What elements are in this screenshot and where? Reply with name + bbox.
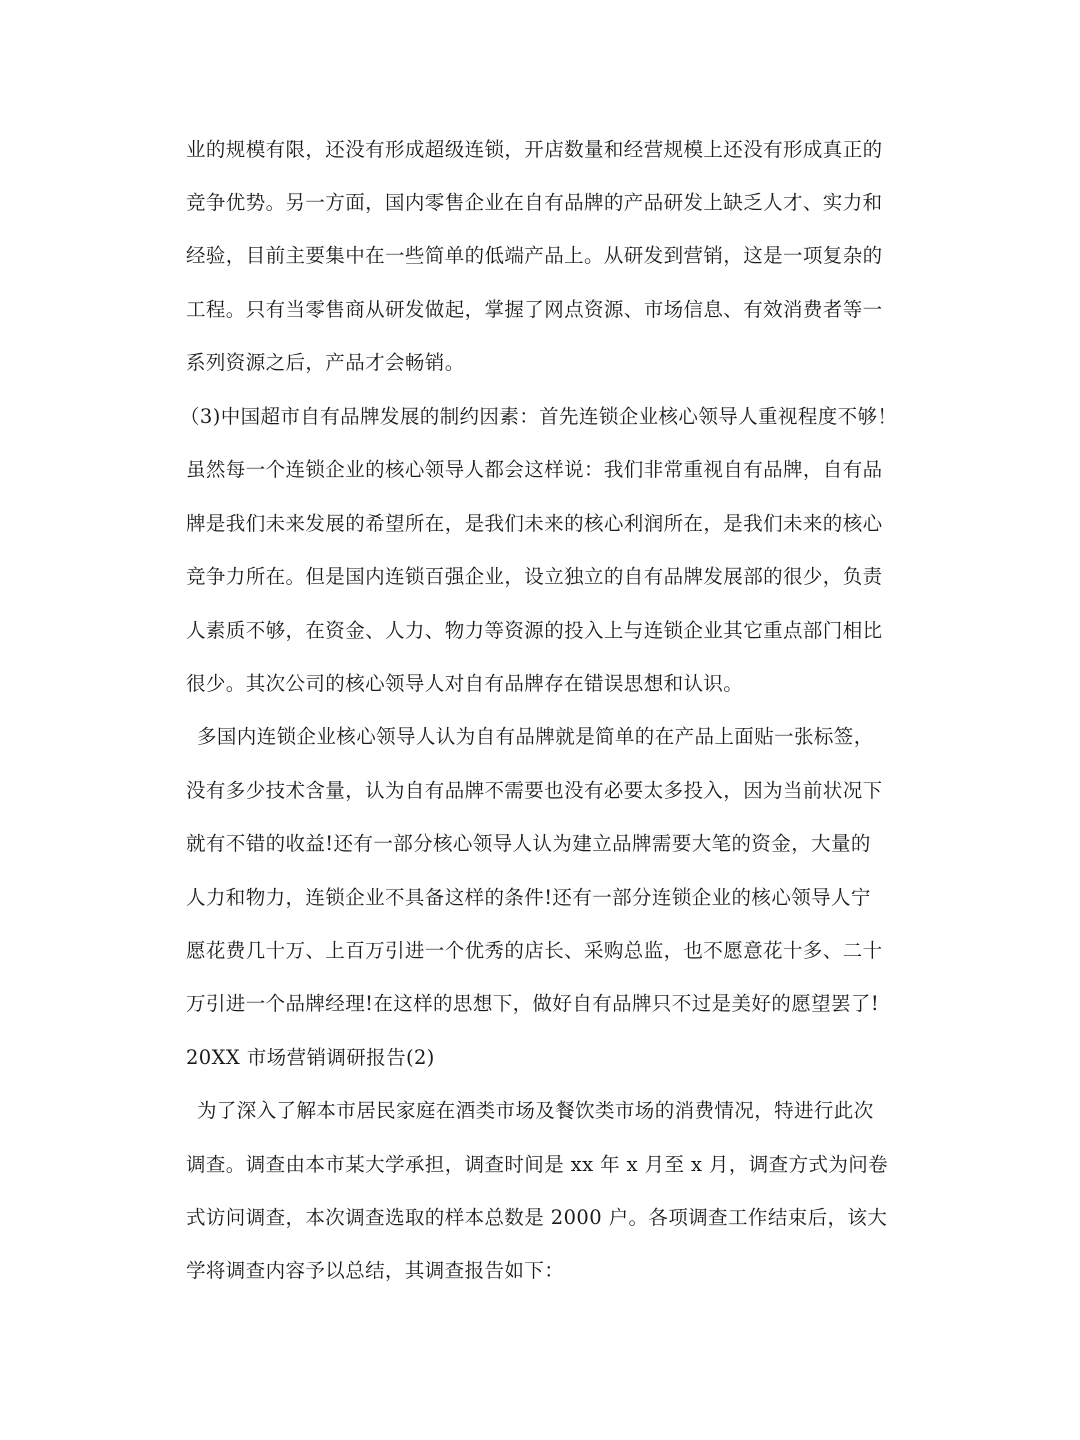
- text-line: 为了深入了解本市居民家庭在酒类市场及餐饮类市场的消费情况，特进行此次: [197, 1099, 874, 1122]
- text-line: 调查。调查由本市某大学承担，调查时间是 xx 年 x 月至 x 月，调查方式为问卷: [186, 1153, 889, 1176]
- text-line: 就有不错的收益!还有一部分核心领导人认为建立品牌需要大笔的资金，大量的: [186, 832, 871, 855]
- text-line: 业的规模有限，还没有形成超级连锁，开店数量和经营规模上还没有形成真正的: [186, 138, 883, 161]
- text-line: （3)中国超市自有品牌发展的制约因素：首先连锁企业核心领导人重视程度不够！: [180, 405, 898, 428]
- text-line: 虽然每一个连锁企业的核心领导人都会这样说：我们非常重视自有品牌，自有品: [186, 458, 883, 481]
- text-line: 人力和物力，连锁企业不具备这样的条件!还有一部分连锁企业的核心领导人宁: [186, 886, 871, 909]
- section-heading: 20XX 市场营销调研报告(2): [186, 1046, 435, 1069]
- text-line: 万引进一个品牌经理!在这样的思想下，做好自有品牌只不过是美好的愿望罢了!: [186, 992, 880, 1015]
- text-line: 牌是我们未来发展的希望所在，是我们未来的核心利润所在，是我们未来的核心: [186, 512, 883, 535]
- text-line: 竞争优势。另一方面，国内零售企业在自有品牌的产品研发上缺乏人才、实力和: [186, 191, 883, 214]
- text-line: 愿花费几十万、上百万引进一个优秀的店长、采购总监，也不愿意花十多、二十: [186, 939, 883, 962]
- text-line: 多国内连锁企业核心领导人认为自有品牌就是简单的在产品上面贴一张标签，: [197, 725, 874, 748]
- text-line: 系列资源之后，产品才会畅销。: [186, 351, 465, 374]
- text-line: 竞争力所在。但是国内连锁百强企业，设立独立的自有品牌发展部的很少，负责: [186, 565, 883, 588]
- text-line: 经验，目前主要集中在一些简单的低端产品上。从研发到营销，这是一项复杂的: [186, 244, 883, 267]
- text-line: 式访问调查，本次调查选取的样本总数是 2000 户。各项调查工作结束后，该大: [186, 1206, 888, 1229]
- text-line: 很少。其次公司的核心领导人对自有品牌存在错误思想和认识。: [186, 672, 744, 695]
- text-line: 人素质不够，在资金、人力、物力等资源的投入上与连锁企业其它重点部门相比: [186, 619, 883, 642]
- text-line: 工程。只有当零售商从研发做起，掌握了网点资源、市场信息、有效消费者等一: [186, 298, 883, 321]
- text-line: 学将调查内容予以总结，其调查报告如下：: [186, 1259, 565, 1282]
- text-line: 没有多少技术含量，认为自有品牌不需要也没有必要太多投入，因为当前状况下: [186, 779, 883, 802]
